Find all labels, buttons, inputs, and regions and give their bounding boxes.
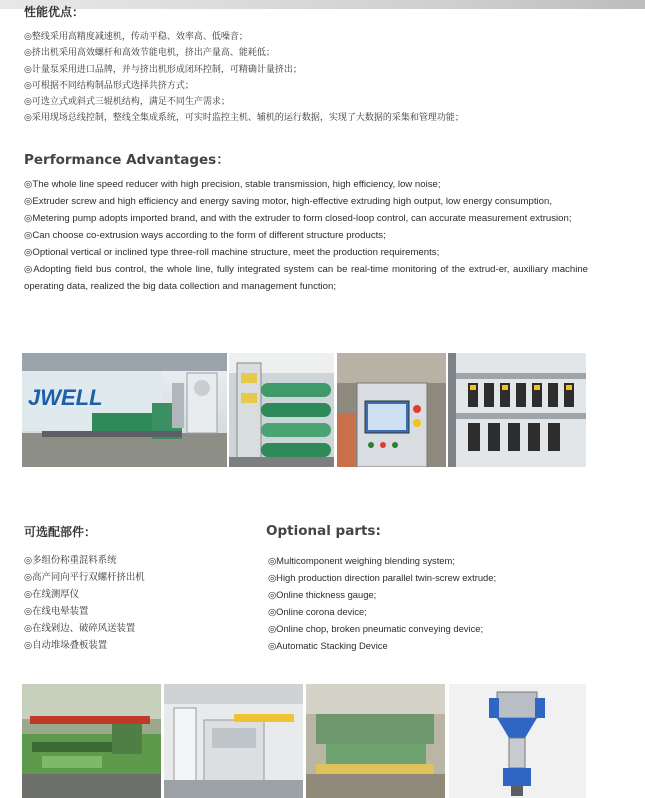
list-item: ◎高产同向平行双螺杆挤出机	[24, 572, 145, 584]
list-item: ◎Adopting field bus control, the whole line, fully integrated system can be real-time monitoring of the extrud-er, auxiliary machine operating data, realized the big data collection and management function;	[24, 264, 588, 292]
list-item: ◎可根据不同结构制品形式选择共挤方式；	[24, 80, 194, 91]
twin-screw-extruder-photo	[22, 684, 161, 798]
list-item: ◎在线测厚仪	[24, 589, 80, 601]
en-advantages-list	[24, 176, 588, 295]
list-item: ◎计量泵采用进口品牌，并与挤出机形成闭环控制，可精确计量挤出；	[24, 64, 302, 75]
extrusion-line-photo	[22, 353, 227, 467]
stacking-conveyor-photo	[306, 684, 445, 798]
cn-section-title: 性能优点：	[24, 5, 85, 19]
list-item: ◎The whole line speed reducer with high precision, stable transmission, high efficiency, low noise;	[24, 179, 441, 190]
electrical-cabinet-photo	[448, 353, 586, 467]
list-item: ◎多组份称重混料系统	[24, 555, 117, 566]
list-item: ◎Optional vertical or inclined type three-roll machine structure, meet the production requirements;	[24, 247, 440, 258]
list-item: ◎Online chop, broken pneumatic conveying device;	[268, 623, 484, 635]
list-item: ◎Online thickness gauge;	[268, 589, 377, 601]
company-logo: JWELL	[28, 385, 103, 410]
en-section-title: Performance Advantages：	[24, 152, 230, 168]
optional-en-list	[268, 552, 496, 655]
optional-en-title: Optional parts:	[266, 523, 381, 539]
list-item: ◎Extruder screw and high efficiency and energy saving motor, high-effective extruding high output, low energy consumption,	[24, 196, 552, 207]
list-item: ◎Automatic Stacking Device	[268, 640, 388, 652]
list-item: ◎Can choose co-extrusion ways according to the form of different structure products;	[24, 230, 386, 241]
optional-cn-list	[24, 552, 145, 655]
list-item: ◎在线剁边、破碎风送装置	[24, 623, 136, 635]
control-panel-hmi-photo	[337, 353, 446, 467]
list-item: ◎自动堆垛叠板装置	[24, 640, 108, 652]
list-item: ◎挤出机采用高效螺杆和高效节能电机，挤出产量高、能耗低；	[24, 48, 275, 59]
list-item: ◎High production direction parallel twin-screw extrude;	[268, 572, 497, 584]
thickness-gauge-photo	[164, 684, 303, 798]
list-item: ◎在线电晕装置	[24, 606, 89, 618]
list-item: ◎Metering pump adopts imported brand, and with the extruder to form closed-loop control, can accurate measurement extrusion;	[24, 213, 572, 224]
weighing-blender-photo	[449, 684, 586, 798]
page-top-band	[0, 0, 645, 9]
list-item: ◎采用现场总线控制，整线全集成系统，可实时监控主机、辅机的运行数据，实现了大数据的采集和管理功能；	[24, 113, 464, 124]
cn-advantages-list	[24, 29, 624, 127]
list-item: ◎Multicomponent weighing blending system;	[268, 555, 455, 566]
list-item: ◎整线采用高精度减速机，传动平稳、效率高、低噪音；	[24, 32, 248, 42]
list-item: ◎可选立式或斜式三辊机结构，满足不同生产需求；	[24, 97, 230, 108]
three-roll-stack-photo	[229, 353, 334, 467]
list-item: ◎Online corona device;	[268, 606, 367, 618]
optional-cn-title: 可选配部件：	[24, 525, 97, 539]
